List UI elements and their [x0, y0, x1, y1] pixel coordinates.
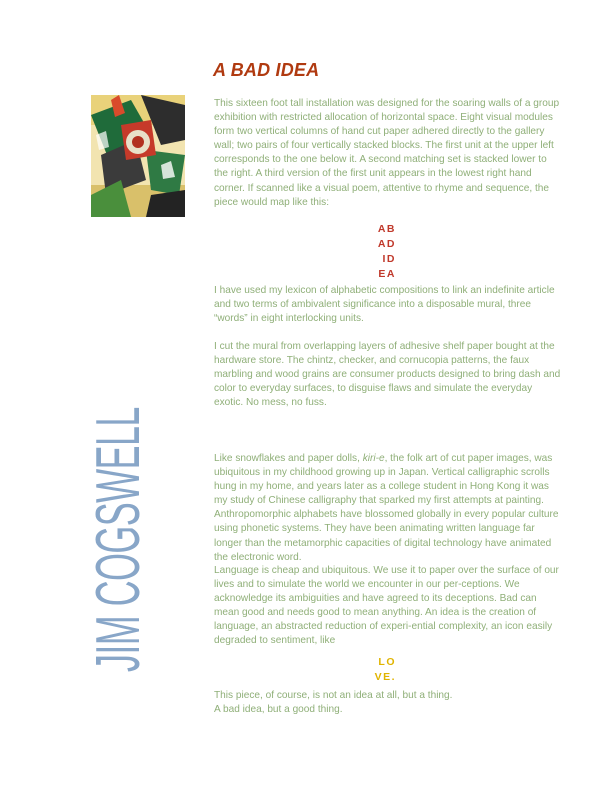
closing-line-2: A bad idea, but a good thing.	[214, 704, 343, 716]
paragraph-1: This sixteen foot tall installation was designed for the soaring walls of a group exhibition with restricted allocation of horizontal space. Eight visual modules form two vertical columns of hand cut paper adhered directly to the gallery wall; two pairs of four vertically stacked blocks. The first unit at the upper left corresponds to the one below it. A second matching set is stacked lower to the right. A third version of the first unit appears in the lowest right hand corner. If scanned like a visual poem, attentive to rhyme and sequence, the piece would map like this:	[214, 98, 560, 208]
artwork-image	[91, 95, 185, 217]
paragraph-2: I have used my lexicon of alphabetic compositions to link an indefinite article and two terms of ambivalent significance into a disposable mural, three “words” in eight interlocking units.	[214, 285, 555, 325]
closing-line-1: This piece, of course, is not an idea at all, but a thing.	[214, 690, 453, 701]
paragraph-5: Language is cheap and ubiquitous. We use it to paper over the surface of our lives and to simulate the world we encounter in our per-ceptions. We acknowledge its ambiguities and have agreed to its deceptions. Bad can mean good and needs good to mean anything. An idea is the creation of language, an abstracted reduction of experi-ential complexity, an icon easily degraded to sentiment, like	[214, 565, 559, 647]
love-map-line: VE.	[374, 671, 396, 683]
artist-name-vertical: JIM COGSWELL	[84, 407, 153, 672]
paragraph-4-rest: , the folk art of cut paper images, was ubiquitous in my childhood growing up in Japan. Vertical calligraphic scrolls hung in my home, and years later as a college student in Hong Kong it was my study of Chinese calligraphy that sparked my first attempts at painting. Anthropomorphic alphabets have blossomed globally in every popular culture using phonetic systems. They have been animating written language far longer than the metamorphic capacities of digital technology have animated the electronic word.	[214, 453, 559, 563]
word-map	[360, 222, 396, 282]
closing-lines	[214, 689, 562, 717]
love-map	[360, 655, 396, 685]
word-map-line: AB	[377, 223, 396, 235]
love-map-line: LO	[378, 656, 396, 668]
paragraph-3: I cut the mural from overlapping layers of adhesive shelf paper bought at the hardware store. The chintz, checker, and cornucopia patterns, the faux marbling and wood grains are consumer products designed to bring dash and color to everyday surfaces, to disguise flaws and simulate the everyday exotic. No mess, no fuss.	[214, 341, 561, 409]
word-map-line: AD	[377, 238, 396, 250]
word-map-line: ID	[382, 253, 396, 265]
paragraph-4-italic-term: kiri-e	[362, 453, 385, 464]
paragraph-4-start: Like snowflakes and paper dolls,	[214, 453, 363, 464]
page-title: A BAD IDEA	[213, 60, 320, 80]
paragraph-4	[214, 452, 562, 565]
word-map-line: EA	[378, 268, 396, 280]
